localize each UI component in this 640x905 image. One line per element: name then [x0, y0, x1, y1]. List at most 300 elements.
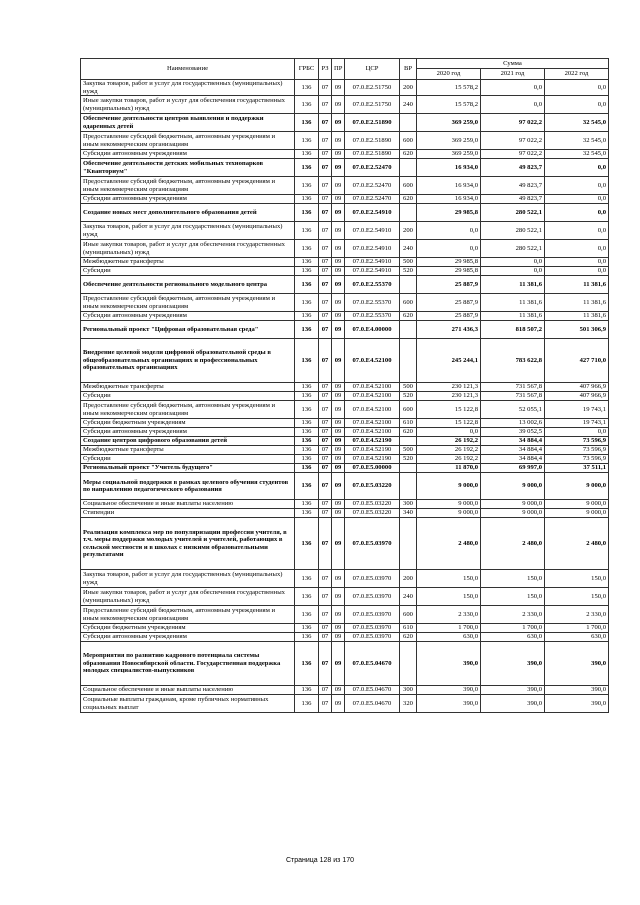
row-csr: 07.0.E2.52470 [345, 159, 400, 177]
row-vr: 520 [400, 392, 417, 401]
row-sum-2020: 0,0 [417, 240, 481, 258]
row-name: Межбюджетные трансферты [81, 258, 295, 267]
row-sum-2022: 2 330,0 [545, 606, 609, 624]
row-vr: 520 [400, 455, 417, 464]
row-name: Обеспечение деятельности центров выявления и поддержки одаренных детей [81, 114, 295, 132]
row-grbs: 136 [295, 258, 319, 267]
row-pr: 09 [332, 222, 345, 240]
row-rz: 07 [319, 509, 332, 518]
row-name: Субсидии автономным учреждениям [81, 195, 295, 204]
row-sum-2020: 9 000,0 [417, 500, 481, 509]
row-csr: 07.0.E4.52100 [345, 401, 400, 419]
row-name: Мероприятия по развитию кадрового потенциала системы образования Новосибирской области. Государственная поддержка молодых специалистов-выпускников [81, 642, 295, 686]
row-csr: 07.0.E4.00000 [345, 321, 400, 339]
row-sum-2020: 15 578,2 [417, 80, 481, 96]
row-sum-2022: 407 966,9 [545, 383, 609, 392]
row-csr: 07.0.E5.00000 [345, 464, 400, 473]
table-row [81, 222, 609, 240]
row-sum-2021: 280 522,1 [481, 222, 545, 240]
row-csr: 07.0.E2.51890 [345, 132, 400, 150]
row-csr: 07.0.E5.04670 [345, 695, 400, 713]
row-sum-2021: 9 000,0 [481, 473, 545, 500]
row-rz: 07 [319, 240, 332, 258]
row-sum-2020: 2 480,0 [417, 518, 481, 570]
table-row [81, 312, 609, 321]
row-sum-2022: 9 000,0 [545, 500, 609, 509]
row-sum-2020: 390,0 [417, 695, 481, 713]
row-sum-2021: 11 381,6 [481, 276, 545, 294]
table-row [81, 258, 609, 267]
row-sum-2022: 9 000,0 [545, 473, 609, 500]
row-csr: 07.0.E4.52100 [345, 339, 400, 383]
row-rz: 07 [319, 96, 332, 114]
row-vr: 500 [400, 258, 417, 267]
budget-table [80, 58, 609, 713]
row-sum-2022: 73 596,9 [545, 437, 609, 446]
row-sum-2021: 97 022,2 [481, 132, 545, 150]
row-sum-2022: 630,0 [545, 633, 609, 642]
row-grbs: 136 [295, 428, 319, 437]
row-sum-2020: 271 436,3 [417, 321, 481, 339]
row-pr: 09 [332, 455, 345, 464]
row-sum-2020: 369 259,0 [417, 132, 481, 150]
row-pr: 09 [332, 294, 345, 312]
row-grbs: 136 [295, 695, 319, 713]
row-pr: 09 [332, 473, 345, 500]
row-grbs: 136 [295, 114, 319, 132]
row-sum-2021: 34 884,4 [481, 455, 545, 464]
row-sum-2022: 390,0 [545, 642, 609, 686]
row-sum-2022: 0,0 [545, 258, 609, 267]
header-grbs: ГРБС [295, 59, 319, 80]
row-pr: 09 [332, 606, 345, 624]
row-sum-2021: 11 381,6 [481, 312, 545, 321]
table-body [81, 80, 609, 713]
row-grbs: 136 [295, 294, 319, 312]
row-rz: 07 [319, 633, 332, 642]
row-csr: 07.0.E5.04670 [345, 642, 400, 686]
row-grbs: 136 [295, 339, 319, 383]
row-name: Предоставление субсидий бюджетным, автономным учреждениям и иным некоммерческим организациям [81, 177, 295, 195]
row-sum-2022: 32 545,0 [545, 150, 609, 159]
row-pr: 09 [332, 150, 345, 159]
row-rz: 07 [319, 383, 332, 392]
row-rz: 07 [319, 132, 332, 150]
row-vr: 300 [400, 686, 417, 695]
row-vr: 600 [400, 294, 417, 312]
row-vr: 500 [400, 446, 417, 455]
row-rz: 07 [319, 606, 332, 624]
row-csr: 07.0.E5.04670 [345, 686, 400, 695]
row-rz: 07 [319, 392, 332, 401]
row-sum-2022: 150,0 [545, 570, 609, 588]
row-sum-2020: 11 870,0 [417, 464, 481, 473]
row-sum-2021: 0,0 [481, 267, 545, 276]
row-vr: 200 [400, 80, 417, 96]
row-grbs: 136 [295, 321, 319, 339]
row-sum-2020: 25 887,9 [417, 294, 481, 312]
row-rz: 07 [319, 401, 332, 419]
row-name: Субсидии автономным учреждениям [81, 633, 295, 642]
row-vr: 600 [400, 177, 417, 195]
row-grbs: 136 [295, 195, 319, 204]
row-grbs: 136 [295, 132, 319, 150]
row-csr: 07.0.E2.52470 [345, 195, 400, 204]
row-csr: 07.0.E2.55370 [345, 312, 400, 321]
row-rz: 07 [319, 437, 332, 446]
row-vr [400, 437, 417, 446]
row-grbs: 136 [295, 464, 319, 473]
row-vr: 240 [400, 240, 417, 258]
row-grbs: 136 [295, 642, 319, 686]
row-sum-2021: 731 567,8 [481, 392, 545, 401]
row-sum-2020: 26 192,2 [417, 446, 481, 455]
row-name: Межбюджетные трансферты [81, 446, 295, 455]
row-sum-2022: 9 000,0 [545, 509, 609, 518]
row-pr: 09 [332, 686, 345, 695]
row-grbs: 136 [295, 446, 319, 455]
row-name: Создание новых мест дополнительного образования детей [81, 204, 295, 222]
row-grbs: 136 [295, 383, 319, 392]
row-sum-2021: 390,0 [481, 695, 545, 713]
row-rz: 07 [319, 114, 332, 132]
row-rz: 07 [319, 570, 332, 588]
row-sum-2021: 49 823,7 [481, 159, 545, 177]
row-sum-2020: 150,0 [417, 588, 481, 606]
row-vr: 200 [400, 570, 417, 588]
row-sum-2020: 2 330,0 [417, 606, 481, 624]
row-sum-2022: 407 966,9 [545, 392, 609, 401]
row-sum-2022: 73 596,9 [545, 455, 609, 464]
row-rz: 07 [319, 150, 332, 159]
row-sum-2020: 9 000,0 [417, 473, 481, 500]
row-rz: 07 [319, 518, 332, 570]
row-name: Субсидии автономным учреждениям [81, 428, 295, 437]
row-csr: 07.0.E5.03970 [345, 606, 400, 624]
row-csr: 07.0.E2.54910 [345, 240, 400, 258]
row-vr [400, 276, 417, 294]
table-row [81, 464, 609, 473]
row-pr: 09 [332, 276, 345, 294]
row-sum-2022: 0,0 [545, 195, 609, 204]
row-sum-2022: 11 381,6 [545, 312, 609, 321]
row-csr: 07.0.E5.03220 [345, 500, 400, 509]
row-sum-2020: 25 887,9 [417, 312, 481, 321]
row-name: Региональный проект "Учитель будущего" [81, 464, 295, 473]
row-sum-2020: 390,0 [417, 686, 481, 695]
table-row [81, 80, 609, 96]
row-pr: 09 [332, 383, 345, 392]
row-sum-2022: 32 545,0 [545, 114, 609, 132]
row-sum-2021: 11 381,6 [481, 294, 545, 312]
row-sum-2020: 15 122,8 [417, 419, 481, 428]
row-csr: 07.0.E4.52100 [345, 428, 400, 437]
row-csr: 07.0.E4.52100 [345, 419, 400, 428]
row-csr: 07.0.E5.03970 [345, 570, 400, 588]
row-grbs: 136 [295, 392, 319, 401]
table-row [81, 114, 609, 132]
row-grbs: 136 [295, 80, 319, 96]
row-sum-2022: 11 381,6 [545, 294, 609, 312]
row-csr: 07.0.E2.54910 [345, 258, 400, 267]
table-row [81, 240, 609, 258]
row-grbs: 136 [295, 500, 319, 509]
row-sum-2020: 16 934,0 [417, 159, 481, 177]
row-name: Реализация комплекса мер по популяризации профессии учителя, в т.ч. меры поддержки молодых учителей и учителей, работающих в сельской местности и в школах с низкими образовательными результатами [81, 518, 295, 570]
row-grbs: 136 [295, 437, 319, 446]
row-rz: 07 [319, 446, 332, 455]
table-row [81, 633, 609, 642]
row-name: Обеспечение деятельности детских мобильных технопарков "Кванториум" [81, 159, 295, 177]
row-rz: 07 [319, 321, 332, 339]
row-grbs: 136 [295, 177, 319, 195]
table-row [81, 446, 609, 455]
row-sum-2021: 630,0 [481, 633, 545, 642]
row-sum-2022: 0,0 [545, 96, 609, 114]
row-sum-2020: 150,0 [417, 570, 481, 588]
row-rz: 07 [319, 177, 332, 195]
row-name: Социальные выплаты гражданам, кроме публичных нормативных социальных выплат [81, 695, 295, 713]
row-pr: 09 [332, 80, 345, 96]
row-vr [400, 159, 417, 177]
row-pr: 09 [332, 114, 345, 132]
row-sum-2020: 369 259,0 [417, 150, 481, 159]
row-pr: 09 [332, 321, 345, 339]
row-rz: 07 [319, 195, 332, 204]
row-pr: 09 [332, 267, 345, 276]
table-row [81, 204, 609, 222]
row-grbs: 136 [295, 588, 319, 606]
row-rz: 07 [319, 419, 332, 428]
row-name: Закупка товаров, работ и услуг для государственных (муниципальных) нужд [81, 222, 295, 240]
row-pr: 09 [332, 695, 345, 713]
row-grbs: 136 [295, 312, 319, 321]
row-sum-2021: 783 622,8 [481, 339, 545, 383]
row-csr: 07.0.E4.52100 [345, 383, 400, 392]
row-name: Субсидии автономным учреждениям [81, 312, 295, 321]
row-rz: 07 [319, 455, 332, 464]
row-name: Социальное обеспечение и иные выплаты населению [81, 500, 295, 509]
row-sum-2020: 29 985,8 [417, 258, 481, 267]
row-vr: 620 [400, 312, 417, 321]
row-name: Иные закупки товаров, работ и услуг для обеспечения государственных (муниципальных) нужд [81, 240, 295, 258]
row-csr: 07.0.E2.55370 [345, 294, 400, 312]
table-row [81, 518, 609, 570]
row-vr: 620 [400, 150, 417, 159]
row-grbs: 136 [295, 509, 319, 518]
row-csr: 07.0.E2.51890 [345, 150, 400, 159]
row-csr: 07.0.E2.54910 [345, 267, 400, 276]
row-grbs: 136 [295, 473, 319, 500]
row-sum-2021: 818 507,2 [481, 321, 545, 339]
row-name: Межбюджетные трансферты [81, 383, 295, 392]
row-sum-2022: 0,0 [545, 240, 609, 258]
page-footer: Страница 128 из 170 [285, 857, 355, 864]
table-row [81, 570, 609, 588]
table-row [81, 401, 609, 419]
table-row [81, 177, 609, 195]
row-grbs: 136 [295, 240, 319, 258]
row-rz: 07 [319, 428, 332, 437]
header-csr: ЦСР [345, 59, 400, 80]
row-grbs: 136 [295, 222, 319, 240]
row-name: Создание центров цифрового образования детей [81, 437, 295, 446]
row-sum-2022: 501 306,9 [545, 321, 609, 339]
row-sum-2020: 0,0 [417, 222, 481, 240]
table-row [81, 339, 609, 383]
row-sum-2022: 19 743,1 [545, 401, 609, 419]
row-vr [400, 518, 417, 570]
row-sum-2021: 2 480,0 [481, 518, 545, 570]
table-row [81, 132, 609, 150]
row-sum-2020: 245 244,1 [417, 339, 481, 383]
row-sum-2021: 49 823,7 [481, 195, 545, 204]
row-name: Региональный проект "Цифровая образовательная среда" [81, 321, 295, 339]
row-sum-2022: 0,0 [545, 267, 609, 276]
table-row [81, 606, 609, 624]
row-rz: 07 [319, 312, 332, 321]
table-row [81, 686, 609, 695]
table-row [81, 473, 609, 500]
row-sum-2021: 34 884,4 [481, 446, 545, 455]
row-rz: 07 [319, 588, 332, 606]
row-sum-2020: 9 000,0 [417, 509, 481, 518]
row-sum-2021: 0,0 [481, 80, 545, 96]
row-vr: 320 [400, 695, 417, 713]
row-sum-2022: 390,0 [545, 695, 609, 713]
row-csr: 07.0.E2.52470 [345, 177, 400, 195]
row-sum-2021: 280 522,1 [481, 240, 545, 258]
row-vr [400, 464, 417, 473]
row-csr: 07.0.E2.54910 [345, 204, 400, 222]
header-year-2020: 2020 год [417, 68, 481, 79]
row-grbs: 136 [295, 276, 319, 294]
row-sum-2021: 52 055,1 [481, 401, 545, 419]
row-csr: 07.0.E5.03970 [345, 518, 400, 570]
row-rz: 07 [319, 80, 332, 96]
row-sum-2021: 731 567,8 [481, 383, 545, 392]
row-vr: 610 [400, 419, 417, 428]
row-grbs: 136 [295, 455, 319, 464]
row-csr: 07.0.E2.51890 [345, 114, 400, 132]
row-sum-2021: 150,0 [481, 570, 545, 588]
row-pr: 09 [332, 258, 345, 267]
row-rz: 07 [319, 686, 332, 695]
row-sum-2021: 69 997,0 [481, 464, 545, 473]
row-vr: 620 [400, 428, 417, 437]
row-vr: 520 [400, 267, 417, 276]
row-rz: 07 [319, 339, 332, 383]
row-sum-2021: 0,0 [481, 96, 545, 114]
table-row [81, 500, 609, 509]
row-name: Субсидии [81, 392, 295, 401]
header-year-2021: 2021 год [481, 68, 545, 79]
table-row [81, 195, 609, 204]
table-row [81, 321, 609, 339]
row-name: Субсидии [81, 455, 295, 464]
row-grbs: 136 [295, 159, 319, 177]
table-row [81, 509, 609, 518]
row-sum-2022: 32 545,0 [545, 132, 609, 150]
row-csr: 07.0.E2.54910 [345, 222, 400, 240]
table-row [81, 294, 609, 312]
row-name: Иные закупки товаров, работ и услуг для обеспечения государственных (муниципальных) нужд [81, 96, 295, 114]
row-pr: 09 [332, 195, 345, 204]
row-csr: 07.0.E4.52190 [345, 455, 400, 464]
row-pr: 09 [332, 419, 345, 428]
row-sum-2021: 34 884,4 [481, 437, 545, 446]
row-sum-2022: 0,0 [545, 177, 609, 195]
row-sum-2022: 73 596,9 [545, 446, 609, 455]
row-pr: 09 [332, 633, 345, 642]
row-sum-2022: 150,0 [545, 588, 609, 606]
row-csr: 07.0.E4.52190 [345, 446, 400, 455]
row-sum-2020: 230 121,3 [417, 383, 481, 392]
row-csr: 07.0.E2.55370 [345, 276, 400, 294]
row-grbs: 136 [295, 633, 319, 642]
row-grbs: 136 [295, 518, 319, 570]
row-pr: 09 [332, 240, 345, 258]
row-name: Закупка товаров, работ и услуг для государственных (муниципальных) нужд [81, 570, 295, 588]
row-sum-2022: 2 480,0 [545, 518, 609, 570]
row-grbs: 136 [295, 267, 319, 276]
row-sum-2021: 49 823,7 [481, 177, 545, 195]
row-pr: 09 [332, 96, 345, 114]
row-sum-2022: 0,0 [545, 222, 609, 240]
row-sum-2020: 15 578,2 [417, 96, 481, 114]
table-row [81, 419, 609, 428]
row-name: Иные закупки товаров, работ и услуг для обеспечения государственных (муниципальных) нужд [81, 588, 295, 606]
row-csr: 07.0.E4.52190 [345, 437, 400, 446]
header-rz: РЗ [319, 59, 332, 80]
table-row [81, 455, 609, 464]
table-row [81, 150, 609, 159]
row-csr: 07.0.E2.51750 [345, 80, 400, 96]
row-name: Предоставление субсидий бюджетным, автономным учреждениям и иным некоммерческим организациям [81, 132, 295, 150]
row-vr [400, 473, 417, 500]
row-name: Предоставление субсидий бюджетным, автономным учреждениям и иным некоммерческим организациям [81, 294, 295, 312]
row-rz: 07 [319, 267, 332, 276]
row-vr [400, 339, 417, 383]
row-vr: 600 [400, 132, 417, 150]
row-pr: 09 [332, 437, 345, 446]
header-vr: ВР [400, 59, 417, 80]
row-rz: 07 [319, 276, 332, 294]
row-csr: 07.0.E5.03220 [345, 473, 400, 500]
row-name: Обеспечение деятельности регионального модельного центра [81, 276, 295, 294]
header-sum: Сумма [417, 59, 609, 69]
row-vr [400, 204, 417, 222]
row-grbs: 136 [295, 686, 319, 695]
row-vr: 610 [400, 624, 417, 633]
row-sum-2020: 29 985,8 [417, 204, 481, 222]
row-sum-2021: 390,0 [481, 642, 545, 686]
row-sum-2020: 369 259,0 [417, 114, 481, 132]
row-vr: 240 [400, 96, 417, 114]
row-sum-2021: 280 522,1 [481, 204, 545, 222]
row-grbs: 136 [295, 624, 319, 633]
row-rz: 07 [319, 624, 332, 633]
row-sum-2020: 0,0 [417, 428, 481, 437]
row-sum-2022: 390,0 [545, 686, 609, 695]
row-name: Предоставление субсидий бюджетным, автономным учреждениям и иным некоммерческим организациям [81, 606, 295, 624]
row-name: Субсидии автономным учреждениям [81, 150, 295, 159]
row-vr [400, 321, 417, 339]
row-rz: 07 [319, 159, 332, 177]
table-row [81, 267, 609, 276]
row-name: Стипендии [81, 509, 295, 518]
row-sum-2021: 39 052,5 [481, 428, 545, 437]
